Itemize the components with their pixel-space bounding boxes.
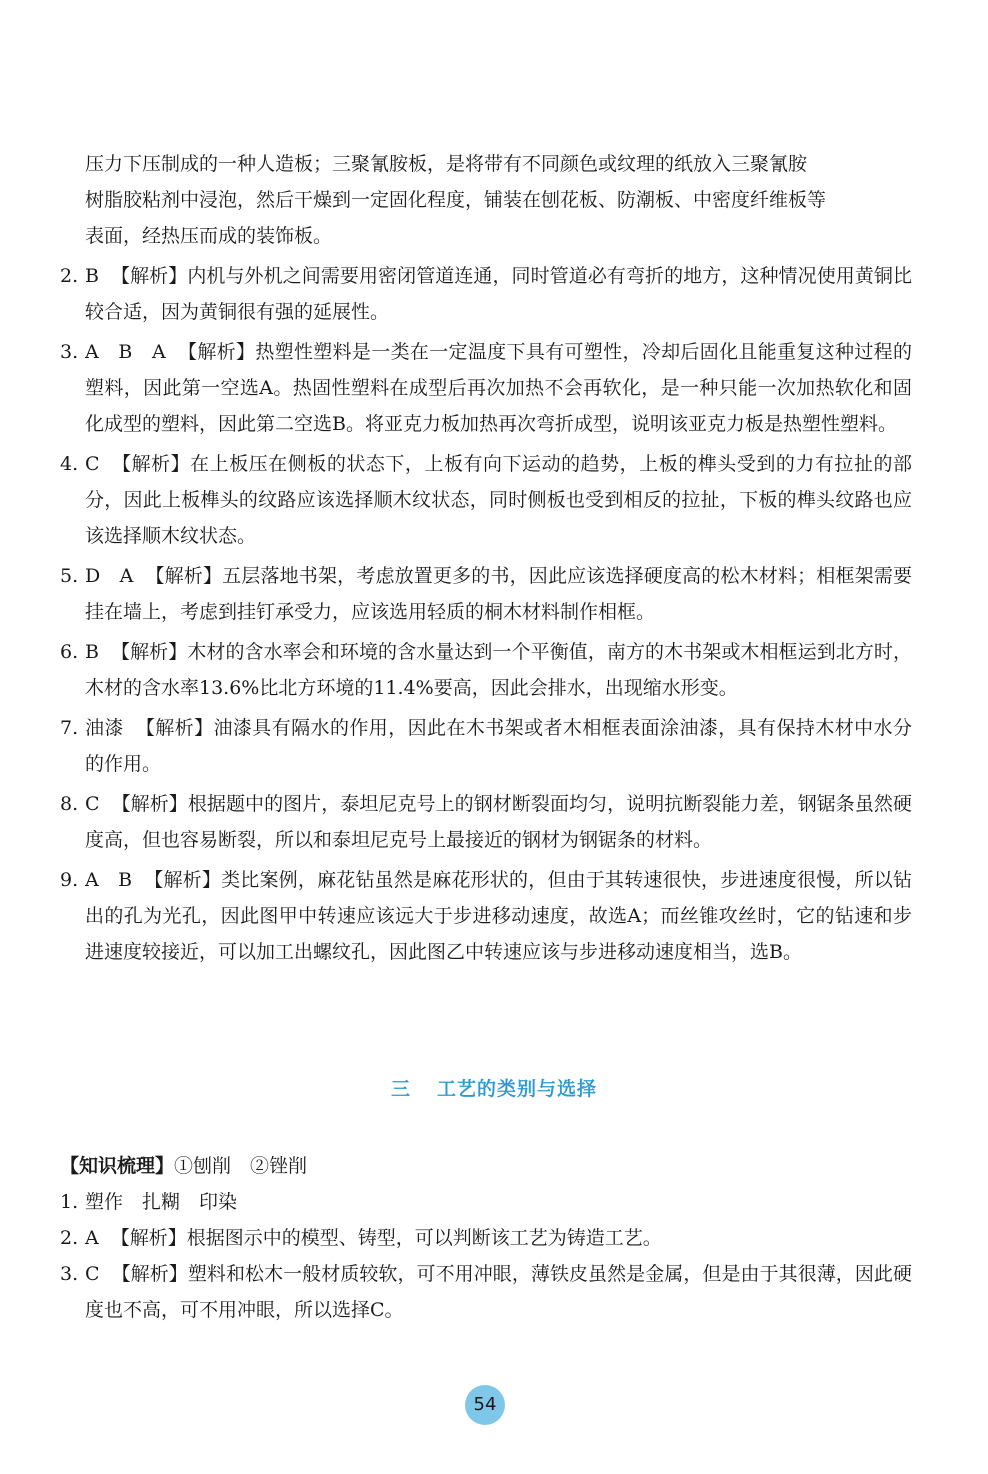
answer-item-2b — [60, 1220, 912, 1256]
item-explanation: 【解析】木材的含水率会和环境的含水量达到一个平衡值，南方的木书架或木相框运到北方时，木材的含水率13.6%比北方环境的11.4%要高，因此会排水，出现缩水形变。 — [85, 641, 912, 699]
item-answer: C — [85, 1263, 100, 1285]
answer-item-4 — [60, 446, 912, 554]
continuation-line: 表面，经热压而成的装饰板。 — [85, 225, 333, 247]
answer-item-9 — [60, 862, 912, 970]
item-number: 3. — [60, 341, 79, 363]
section-number: 三 — [390, 1078, 411, 1100]
answer-item-6 — [60, 634, 912, 706]
item-explanation: 【解析】类比案例，麻花钻虽然是麻花形状的，但由于其转速很快，步进速度很慢，所以钻出的孔为光孔，因此图甲中转速应该远大于步进移动速度，故选A；而丝锥攻丝时，它的钻速和步进速度较接近，可以加工出螺纹孔，因此图乙中转速应该与步进移动速度相当，选B。 — [85, 869, 912, 963]
item-explanation: 【解析】油漆具有隔水的作用，因此在木书架或者木相框表面涂油漆，具有保持木材中水分的作用。 — [85, 717, 912, 775]
answer-item-3 — [60, 334, 912, 442]
item-answer: A B A — [85, 341, 166, 363]
item-explanation: 【解析】根据题中的图片，泰坦尼克号上的钢材断裂面均匀，说明抗断裂能力差，钢锯条虽然硬度高，但也容易断裂，所以和泰坦尼克号上最接近的钢材为钢锯条的材料。 — [85, 793, 912, 851]
item-explanation: 【解析】五层落地书架，考虑放置更多的书，因此应该选择硬度高的松木材料；相框架需要挂在墙上，考虑到挂钉承受力，应该选用轻质的桐木材料制作相框。 — [85, 565, 912, 623]
answer-item-3b — [60, 1256, 912, 1328]
item-explanation: 【解析】在上板压在侧板的状态下，上板有向下运动的趋势，上板的榫头受到的力有拉扯的部分，因此上板榫头的纹路应该选择顺木纹状态，同时侧板也受到相反的拉扯，下板的榫头纹路也应该选择顺木纹状态。 — [85, 453, 912, 547]
item-number: 9. — [60, 869, 79, 891]
item-number: 4. — [60, 453, 79, 475]
item-answer: D A — [85, 565, 134, 587]
answer-item-1 — [60, 1184, 912, 1220]
continuation-line: 压力下压制成的一种人造板；三聚氰胺板，是将带有不同颜色或纹理的纸放入三聚氰胺 — [85, 153, 808, 175]
item-explanation: 【解析】塑料和松木一般材质较软，可不用冲眼，薄铁皮虽然是金属，但是由于其很薄，因此硬度也不高，可不用冲眼，所以选择C。 — [85, 1263, 912, 1321]
item-answer: C — [85, 453, 100, 475]
continuation-paragraph — [60, 146, 912, 254]
knowledge-label: 【知识梳理】 — [60, 1155, 175, 1177]
item-answer: 塑作 扎糊 印染 — [85, 1191, 238, 1213]
item-explanation: 【解析】内机与外机之间需要用密闭管道连通，同时管道必有弯折的地方，这种情况使用黄铜比较合适，因为黄铜很有强的延展性。 — [85, 265, 912, 323]
section-heading — [0, 1074, 988, 1101]
answer-item-8 — [60, 786, 912, 858]
item-answer: A — [85, 1227, 99, 1249]
item-number: 8. — [60, 793, 79, 815]
item-answer: A B — [85, 869, 133, 891]
page-number-badge: 54 — [465, 1385, 505, 1425]
item-number: 3. — [60, 1263, 79, 1285]
item-answer: B — [85, 265, 99, 287]
item-number: 7. — [60, 717, 79, 739]
section-title-text: 工艺的类别与选择 — [437, 1078, 598, 1100]
item-number: 2. — [60, 265, 79, 287]
answer-list-part1 — [60, 258, 912, 970]
item-answer: 油漆 — [85, 717, 124, 739]
answer-item-5 — [60, 558, 912, 630]
knowledge-text: ①刨削 ②锉削 — [174, 1155, 308, 1177]
answer-item-2 — [60, 258, 912, 330]
continuation-line: 树脂胶粘剂中浸泡，然后干燥到一定固化程度，铺装在刨花板、防潮板、中密度纤维板等 — [85, 189, 827, 211]
knowledge-summary — [60, 1148, 912, 1184]
item-explanation: 【解析】根据图示中的模型、铸型，可以判断该工艺为铸造工艺。 — [110, 1227, 662, 1249]
item-number: 2. — [60, 1227, 79, 1249]
item-number: 1. — [60, 1191, 79, 1213]
item-number: 6. — [60, 641, 79, 663]
item-number: 5. — [60, 565, 79, 587]
answer-list-part2 — [60, 1148, 912, 1328]
answer-item-7 — [60, 710, 912, 782]
item-explanation: 【解析】热塑性塑料是一类在一定温度下具有可塑性，冷却后固化且能重复这种过程的塑料，因此第一空选A。热固性塑料在成型后再次加热不会再软化，是一种只能一次加热软化和固化成型的塑料，因此第二空选B。将亚克力板加热再次弯折成型，说明该亚克力板是热塑性塑料。 — [85, 341, 912, 435]
item-answer: B — [85, 641, 99, 663]
item-answer: C — [85, 793, 100, 815]
